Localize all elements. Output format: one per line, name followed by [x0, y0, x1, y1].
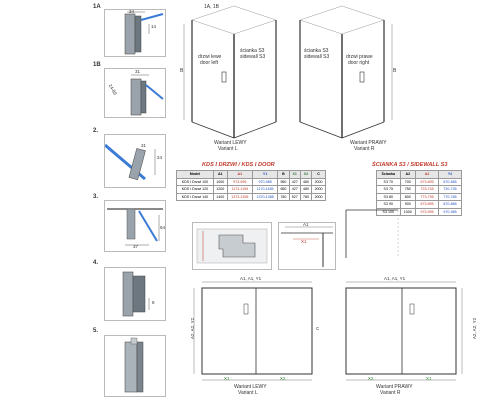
- corner-detail: [278, 222, 336, 270]
- table-row: [377, 178, 462, 186]
- profile-detail: [192, 222, 272, 270]
- header-cell: C: [312, 171, 326, 179]
- header-cell: Y2: [439, 171, 462, 179]
- dim-label: X1: [301, 239, 307, 244]
- side-dim-left: A2, A2, Y2: [190, 317, 196, 340]
- right-variant-2: Variant R: [380, 390, 401, 396]
- left-wall-text-1: ścianka S3: [240, 48, 265, 54]
- step-label: 1A: [93, 4, 101, 10]
- header-cell: X2: [300, 171, 311, 179]
- detail-1a-drawing: [105, 10, 165, 56]
- header-cell: A1: [227, 171, 252, 179]
- detail-4-drawing: [105, 268, 165, 320]
- header-cell: Ścianka: [377, 171, 401, 179]
- table-cell: 900: [400, 201, 416, 209]
- table-cell: 1170-1185: [252, 186, 277, 194]
- table-cell: 1370-1385: [252, 193, 277, 201]
- profile-detail-drawing: [193, 223, 271, 269]
- right-wall-text-1: ścianka S3: [304, 48, 329, 54]
- table-cell: S3 100: [377, 208, 401, 216]
- height-dim: C: [316, 326, 320, 331]
- header-cell: A1: [213, 171, 227, 179]
- detail-5: [104, 335, 166, 397]
- step-label: 3.: [93, 194, 99, 200]
- right-wall-text-2: sidewall S3: [304, 54, 330, 60]
- header-cell: A2: [400, 171, 416, 179]
- table-cell: 770-785: [439, 193, 462, 201]
- header-cell: A2: [416, 171, 439, 179]
- table-row: [177, 186, 326, 194]
- table-row: [177, 193, 326, 201]
- dim-label: 8: [152, 300, 155, 305]
- side-dim-right: A2, A2, Y2: [472, 317, 478, 340]
- right-variant-1: Wariant PRAWY: [376, 384, 413, 390]
- table-cell: 650: [278, 186, 289, 194]
- table-cell: 780: [300, 193, 311, 201]
- left-variant-2: Variant L: [238, 390, 258, 396]
- table-cell: 970-985: [252, 178, 277, 186]
- dim-label: 14: [151, 24, 157, 29]
- left-wall-text-2: sidewall S3: [240, 54, 266, 60]
- step-label: 1B: [93, 62, 101, 68]
- bottom-dim: X1: [426, 376, 432, 381]
- table-cell: 1200: [213, 186, 227, 194]
- table-cell: 750: [400, 186, 416, 194]
- table-header-row: [177, 171, 326, 179]
- detail-2: [104, 134, 166, 188]
- table-cell: S3 75: [377, 186, 401, 194]
- dim-label: A1: [303, 222, 309, 227]
- table-cell: KDS I Drzwi 140: [177, 193, 214, 201]
- callout-1a: 1A, 1B: [204, 4, 220, 10]
- right-door-text-1: drzwi prawe: [346, 54, 373, 60]
- table-cell: 973-995: [416, 208, 439, 216]
- bottom-dim: X2: [280, 376, 286, 381]
- table-cell: 973-995: [227, 178, 252, 186]
- dim-b-left: B: [180, 68, 184, 74]
- bottom-dim: X2: [368, 376, 374, 381]
- header-cell: Model: [177, 171, 214, 179]
- right-door-text-2: door right: [348, 60, 370, 66]
- table-cell: 723-745: [416, 186, 439, 194]
- table-cell: 2000: [312, 186, 326, 194]
- left-variant-1: Wariant LEWY: [234, 384, 267, 390]
- table-cell: 800: [400, 193, 416, 201]
- table-header-row: [377, 171, 462, 179]
- step-label: 4.: [93, 260, 99, 266]
- detail-2-drawing: [105, 135, 165, 187]
- table-cell: 873-895: [416, 201, 439, 209]
- table-cell: 673-695: [416, 178, 439, 186]
- plan-drawing: [178, 2, 398, 162]
- table-cell: 427: [289, 186, 300, 194]
- table-row: [377, 193, 462, 201]
- left-variant-1: Wariant LEWY: [214, 140, 247, 146]
- plan-views: [178, 2, 398, 162]
- step-label: 2.: [93, 128, 99, 134]
- table-cell: 2000: [312, 193, 326, 201]
- table-cell: S3 80: [377, 193, 401, 201]
- table-row: [177, 178, 326, 186]
- left-door-text-1: drzwi lewe: [198, 54, 222, 60]
- table-cell: 780: [278, 193, 289, 201]
- top-corner-detail: [342, 202, 402, 262]
- detail-1a: [104, 9, 166, 57]
- table-cell: S3 90: [377, 201, 401, 209]
- dim-label: 24-89: [107, 83, 118, 96]
- top-corner-detail-drawing: [342, 202, 402, 262]
- dim-label: 64: [160, 225, 166, 230]
- detail-1b: [104, 68, 166, 118]
- corner-detail-drawing: [279, 223, 335, 269]
- step-label: 5.: [93, 328, 99, 334]
- table-cell: 527: [289, 193, 300, 201]
- table-cell: 773-795: [416, 193, 439, 201]
- table-cell: 480: [300, 186, 311, 194]
- table-cell: 427: [289, 178, 300, 186]
- table-kds-title: KDS I DRZWI / KDS I DOOR: [202, 162, 275, 168]
- front-elevation-drawing: [188, 276, 488, 398]
- table-cell: 480: [300, 178, 311, 186]
- left-door-text-2: door left: [200, 60, 219, 66]
- top-dim-left: A1, A1, Y1: [240, 276, 262, 281]
- dim-label: 31: [141, 143, 147, 148]
- dim-label: 24: [157, 155, 163, 160]
- left-variant-2: Variant L: [218, 146, 238, 152]
- dim-label: 37: [133, 244, 139, 249]
- header-cell: X1: [289, 171, 300, 179]
- bottom-dim: X1: [224, 376, 230, 381]
- header-cell: B: [278, 171, 289, 179]
- dim-label: 31: [135, 69, 141, 74]
- table-cell: KDS I Drzwi 120: [177, 186, 214, 194]
- table-cell: 1400: [213, 193, 227, 201]
- table-cell: 870-885: [439, 201, 462, 209]
- dim-label: 34: [129, 9, 135, 14]
- table-cell: 1173-1195: [227, 186, 252, 194]
- table-row: [377, 186, 462, 194]
- table-cell: 720-735: [439, 186, 462, 194]
- table-cell: KDS I Drzwi 100: [177, 178, 214, 186]
- table-s3-title: ŚCIANKA S3 / SIDEWALL S3: [372, 162, 448, 168]
- detail-4: [104, 267, 166, 321]
- top-dim-right: A1, A1, Y1: [384, 276, 406, 281]
- front-elevations: [188, 276, 488, 398]
- header-cell: Y1: [252, 171, 277, 179]
- table-cell: 2000: [312, 178, 326, 186]
- right-variant-1: Wariant PRAWY: [350, 140, 387, 146]
- table-cell: 550: [278, 178, 289, 186]
- detail-5-drawing: [105, 336, 165, 396]
- table-cell: 1373-1395: [227, 193, 252, 201]
- table-cell: S3 70: [377, 178, 401, 186]
- table-cell: 1000: [213, 178, 227, 186]
- table-cell: 670-685: [439, 178, 462, 186]
- table-cell: 700: [400, 178, 416, 186]
- dim-b-right: B: [393, 68, 397, 74]
- table-kds: [176, 170, 326, 201]
- right-variant-2: Variant R: [354, 146, 375, 152]
- table-cell: 1000: [400, 208, 416, 216]
- detail-3: [104, 200, 166, 252]
- table-cell: 970-985: [439, 208, 462, 216]
